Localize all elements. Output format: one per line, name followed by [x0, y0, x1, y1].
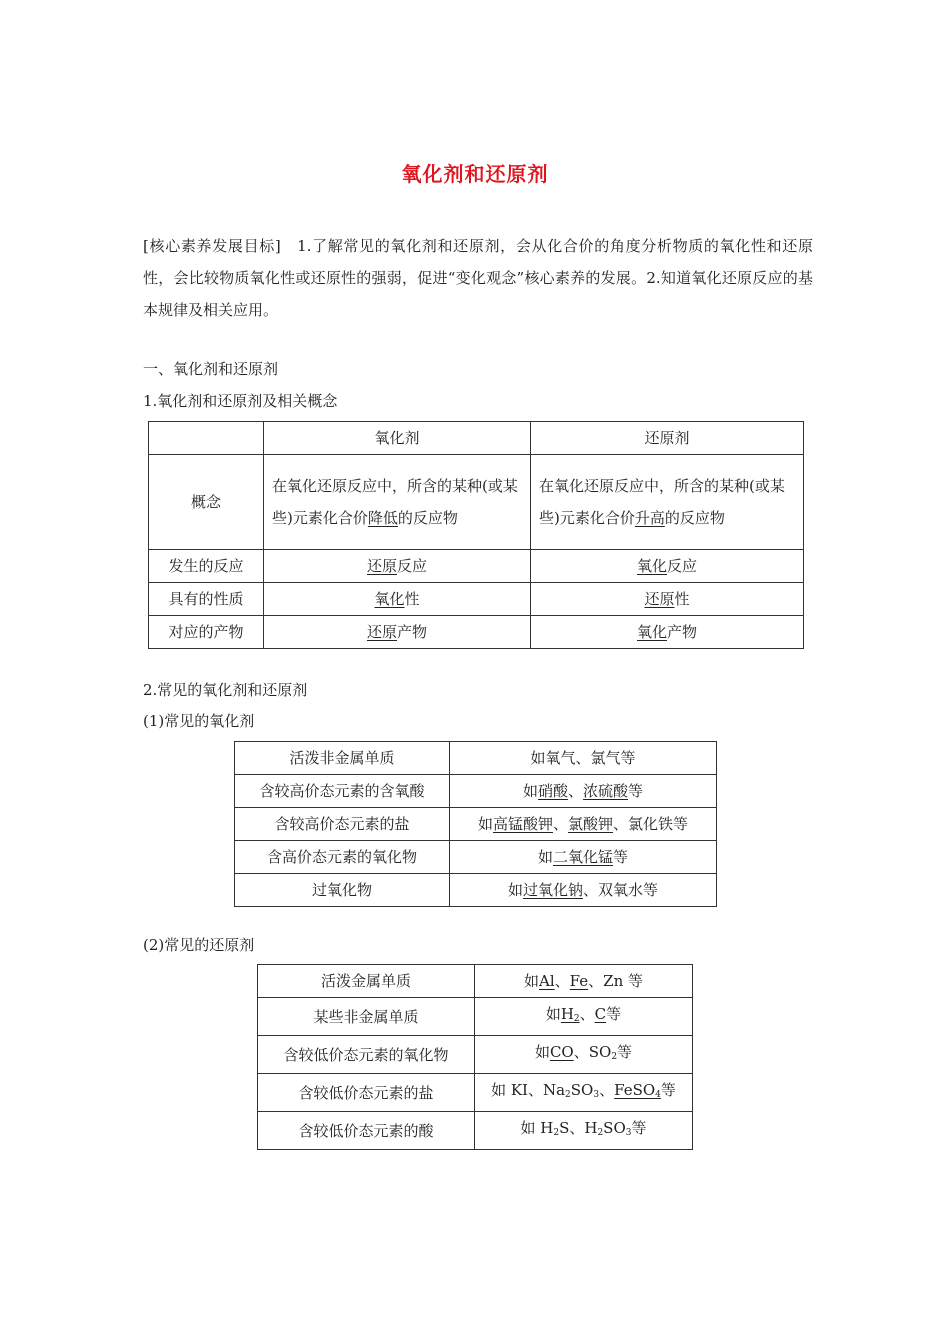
oxidant-concept-cell	[264, 455, 531, 550]
cell-text: 如	[545, 1005, 561, 1023]
underlined-answer: 还原	[366, 557, 397, 575]
row-value	[475, 965, 693, 998]
cell-text: 如 KI、Na	[491, 1081, 566, 1099]
subscript: 2	[597, 1128, 604, 1138]
underlined-answer: 还原	[644, 590, 675, 608]
cell-text: 等	[617, 1043, 633, 1061]
underlined-answer: 氧化	[636, 557, 667, 575]
row-value	[475, 998, 693, 1036]
header-cell-reductant: 还原剂	[531, 422, 804, 455]
cell-text: 反应	[667, 557, 698, 575]
underlined-answer	[614, 1081, 661, 1099]
table-row	[258, 965, 693, 998]
row-value	[475, 1036, 693, 1074]
intro-paragraph	[143, 230, 813, 326]
underlined-answer: 二氧化锰	[552, 848, 613, 866]
reductant-cell	[531, 583, 804, 616]
underlined-answer: 降低	[367, 509, 398, 527]
cell-text: 性	[404, 590, 420, 608]
table-row	[235, 775, 717, 808]
page-title: 氧化剂和还原剂	[401, 162, 549, 186]
cell-text: 如	[477, 815, 493, 833]
row-value	[450, 874, 717, 907]
reductant-concept-cell	[531, 455, 804, 550]
cell-text: SO	[570, 1081, 594, 1099]
cell-text: 在氧化还原反应中，所含的某种(或某些)元素化合价	[272, 477, 518, 527]
cell-text: S、H	[559, 1119, 598, 1137]
row-label: 含较高价态元素的含氧酸	[235, 775, 450, 808]
underlined-answer: Fe	[569, 972, 589, 990]
cell-text: 、	[567, 782, 583, 800]
underlined-answer	[561, 1005, 580, 1023]
table-row	[235, 808, 717, 841]
table-row	[149, 550, 804, 583]
section1-subheading: 1.氧化剂和还原剂及相关概念	[143, 392, 338, 410]
cell-text: 等	[606, 1005, 622, 1023]
underlined-answer: CO	[549, 1043, 574, 1061]
underlined-answer: 还原	[366, 623, 397, 641]
cell-text: 、	[579, 1005, 595, 1023]
row-label: 含较低价态元素的盐	[258, 1074, 475, 1112]
reductant-cell	[531, 550, 804, 583]
cell-text: 如	[534, 1043, 550, 1061]
reductant-cell	[531, 616, 804, 649]
table-row-concept	[149, 455, 804, 550]
cell-text: 等	[613, 848, 629, 866]
table-row	[258, 1074, 693, 1112]
cell-text: 、	[599, 1081, 615, 1099]
cell-text: 等	[631, 1119, 647, 1137]
row-label: 活泼金属单质	[258, 965, 475, 998]
underlined-answer: 升高	[634, 509, 665, 527]
cell-text: 、氯化铁等	[613, 815, 689, 833]
table-row	[258, 1036, 693, 1074]
cell-text: 反应	[397, 557, 428, 575]
table-row	[258, 1112, 693, 1150]
formula-text: FeSO	[614, 1081, 656, 1099]
subscript: 2	[611, 1052, 618, 1062]
section1-heading: 一、氧化剂和还原剂	[143, 360, 279, 378]
underlined-answer: 硝酸	[537, 782, 568, 800]
row-value	[475, 1112, 693, 1150]
row-label: 含较高价态元素的盐	[235, 808, 450, 841]
oxidants-table	[234, 741, 717, 907]
row-value	[450, 841, 717, 874]
table-row	[258, 998, 693, 1036]
subscript: 2	[565, 1090, 571, 1100]
subscript: 2	[573, 1014, 580, 1024]
cell-text: 、Zn 等	[588, 972, 643, 990]
cell-text: 的反应物	[664, 509, 725, 527]
cell-text: 、双氧水等	[583, 881, 659, 899]
row-label: 活泼非金属单质	[235, 742, 450, 775]
cell-text: 在氧化还原反应中，所含的某种(或某些)元素化合价	[539, 477, 785, 527]
oxidant-cell	[264, 616, 531, 649]
table-row	[235, 841, 717, 874]
cell-text: 如	[522, 782, 538, 800]
header-cell-oxidant: 氧化剂	[264, 422, 531, 455]
reductants-table	[257, 964, 693, 1150]
underlined-answer: 过氧化钠	[522, 881, 583, 899]
cell-text: 、	[554, 972, 570, 990]
section2-heading: 2.常见的氧化剂和还原剂	[143, 681, 308, 699]
cell-text: 产物	[397, 623, 428, 641]
cell-text: 如	[507, 881, 523, 899]
cell-text: 如	[537, 848, 553, 866]
subscript: 3	[625, 1128, 632, 1138]
reductants-heading: (2)常见的还原剂	[143, 936, 255, 954]
subscript: 3	[593, 1090, 600, 1100]
table-row	[235, 742, 717, 775]
cell-text: 等	[628, 782, 644, 800]
cell-text: 、SO	[573, 1043, 612, 1061]
cell-text: 等	[660, 1081, 676, 1099]
header-cell-empty	[149, 422, 264, 455]
row-label: 过氧化物	[235, 874, 450, 907]
row-label: 含较低价态元素的氧化物	[258, 1036, 475, 1074]
cell-text: 性	[674, 590, 690, 608]
row-label: 发生的反应	[149, 550, 264, 583]
concept-table	[148, 421, 804, 649]
oxidants-heading: (1)常见的氧化剂	[143, 712, 255, 730]
row-label: 某些非金属单质	[258, 998, 475, 1036]
table-header-row	[149, 422, 804, 455]
underlined-answer: 氧化	[636, 623, 667, 641]
formula-text: H	[560, 1005, 574, 1023]
cell-text: 如 H	[520, 1119, 554, 1137]
cell-text: 产物	[667, 623, 698, 641]
oxidant-cell	[264, 583, 531, 616]
row-value	[450, 775, 717, 808]
underlined-answer: 浓硫酸	[583, 782, 629, 800]
cell-text: 的反应物	[397, 509, 458, 527]
row-label: 概念	[149, 455, 264, 550]
underlined-answer: Al	[539, 972, 555, 990]
table-row	[235, 874, 717, 907]
subscript: 2	[553, 1128, 560, 1138]
row-label: 对应的产物	[149, 616, 264, 649]
subscript: 4	[655, 1090, 661, 1100]
underlined-answer: 氯酸钾	[568, 815, 614, 833]
cell-text: 、	[552, 815, 568, 833]
oxidant-cell	[264, 550, 531, 583]
table-row	[149, 583, 804, 616]
intro-tag: [核心素养发展目标]	[143, 237, 281, 255]
row-value	[475, 1074, 693, 1112]
underlined-answer: 氧化	[374, 590, 405, 608]
row-value: 如氧气、氯气等	[450, 742, 717, 775]
table-row	[149, 616, 804, 649]
cell-text: 如	[524, 972, 540, 990]
underlined-answer: 高锰酸钾	[492, 815, 553, 833]
row-value	[450, 808, 717, 841]
underlined-answer: C	[594, 1005, 607, 1023]
row-label: 具有的性质	[149, 583, 264, 616]
intro-text: 1.了解常见的氧化剂和还原剂，会从化合价的角度分析物质的氧化性和还原性，会比较物质氧化性或还原性的强弱，促进“变化观念”核心素养的发展。2.知道氧化还原反应的基本规律及相关应用。	[143, 237, 813, 319]
cell-text: SO	[603, 1119, 626, 1137]
row-label: 含高价态元素的氧化物	[235, 841, 450, 874]
row-label: 含较低价态元素的酸	[258, 1112, 475, 1150]
